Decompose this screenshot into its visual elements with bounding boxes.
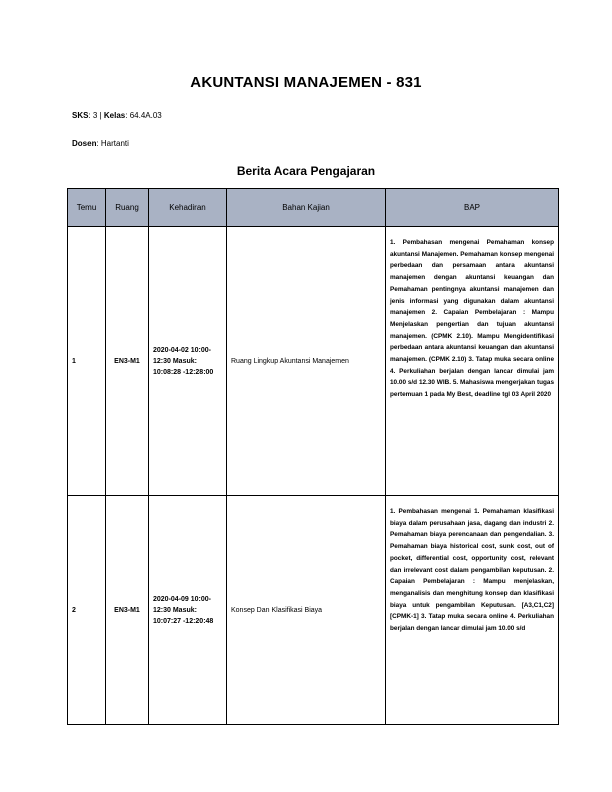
teaching-record-table [67, 188, 559, 725]
cell-bahan-kajian: Ruang Lingkup Akuntansi Manajemen [227, 227, 386, 496]
dosen-value: : Hartanti [96, 139, 129, 148]
header-temu: Temu [68, 189, 106, 227]
lecturer-info [72, 139, 129, 148]
cell-ruang: EN3-M1 [106, 227, 149, 496]
cell-kehadiran: 2020-04-02 10:00-12:30 Masuk: 10:08:28 -12:28:00 [149, 227, 227, 496]
header-bap: BAP [386, 189, 559, 227]
header-kehadiran: Kehadiran [149, 189, 227, 227]
cell-temu: 1 [68, 227, 106, 496]
cell-bap: 1. Pembahasan mengenai Pemahaman konsep akuntansi Manajemen. Pemahaman konsep mengenai perbedaan dan persamaan antara akuntansi manajemen dengan akuntansi keuangan dan Pemahaman pentingnya akuntansi manajemen dan jenis informasi yang digunakan dalam akuntansi manajemen 2. Capaian Pembelajaran : Mampu Menjelaskan pengertian dan tujuan akuntansi manajemen. (CPMK 2.10). Mampu Mengidentifikasi perbedaan antara akuntansi keuangan dan akuntansi manajemen. (CPMK 2.10) 3. Tatap muka secara online 4. Perkuliahan berjalan dengan lancar dimulai jam 10.00 s/d 12.30 WIB. 5. Mahasiswa mengerjakan tugas pertemuan 1 pada My Best, deadline tgl 03 April 2020 [386, 227, 559, 496]
header-ruang: Ruang [106, 189, 149, 227]
cell-ruang: EN3-M1 [106, 496, 149, 725]
header-bahan-kajian: Bahan Kajian [227, 189, 386, 227]
section-title: Berita Acara Pengajaran [236, 164, 376, 178]
cell-bahan-kajian: Konsep Dan Klasifikasi Biaya [227, 496, 386, 725]
table-row [68, 496, 559, 725]
dosen-label: Dosen [72, 139, 97, 148]
sks-label: SKS [72, 111, 89, 120]
table-row [68, 227, 559, 496]
kelas-label: Kelas [103, 111, 126, 120]
cell-bap: 1. Pembahasan mengenai 1. Pemahaman klasifikasi biaya dalam perusahaan jasa, dagang dan industri 2. Pemahaman biaya perencanaan dan pengendalian. 3. Pemahaman biaya historical cost, sunk cost, out of pocket, differential cost, opportunity cost, relevant dan irrelevant cost dalam pengambilan keputusan. 2. Capaian Pembelajaran : Mampu menjelaskan, menganalisis dan menghitung konsep dan klasifikasi biaya untuk pengambilan Keputusan. [A3,C1,C2][CPMK-1] 3. Tatap muka secara online 4. Perkuliahan berjalan dengan lancar dimulai jam 10.00 s/d [386, 496, 559, 725]
kelas-value: : 64.4A.03 [125, 111, 162, 120]
sks-value: : 3 | [88, 111, 102, 120]
course-info [72, 111, 162, 120]
table-header-row [68, 189, 559, 227]
document-title: AKUNTANSI MANAJEMEN - 831 [190, 74, 422, 91]
cell-temu: 2 [68, 496, 106, 725]
cell-kehadiran: 2020-04-09 10:00-12:30 Masuk: 10:07:27 -12:20:48 [149, 496, 227, 725]
